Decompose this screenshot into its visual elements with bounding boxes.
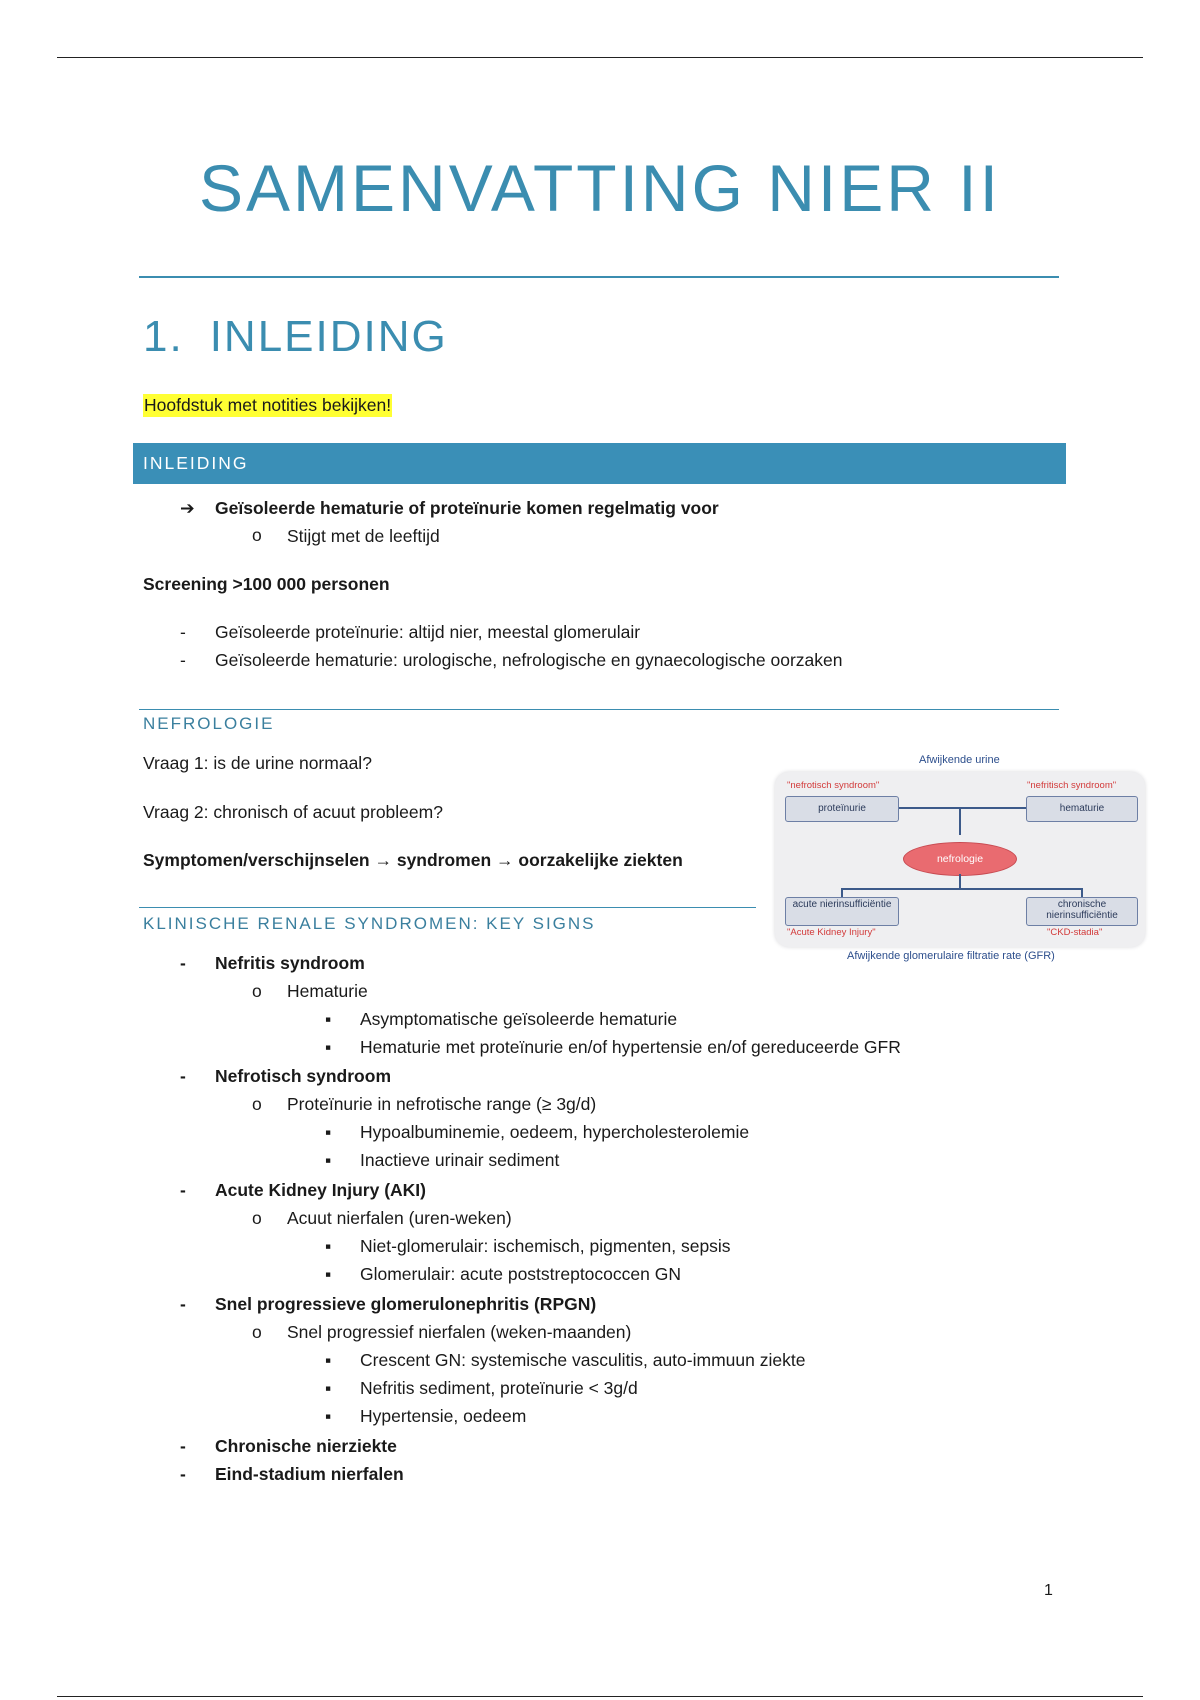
syndrome-bullet: Hypertensie, oedeem — [360, 1406, 527, 1426]
diagram-top-caption: Afwijkende urine — [919, 754, 1000, 766]
syndrome-bullet: Hypoalbuminemie, oedeem, hypercholesterolemie — [360, 1122, 750, 1142]
diagram-box-chronische: chronische nierinsufficiëntie — [1026, 897, 1138, 926]
page-top-rule — [57, 57, 1143, 58]
diagram-red-label-br: "CKD-stadia" — [1047, 927, 1103, 938]
syndrome-bullet: Inactieve urinair sediment — [360, 1150, 560, 1170]
syndrome-title: Eind-stadium nierfalen — [215, 1464, 404, 1484]
circle-bullet-icon: o — [252, 525, 262, 545]
circle-bullet-icon: o — [252, 1094, 262, 1114]
nefrologie-diagram — [775, 750, 1145, 965]
diagram-red-label-tr: "nefritisch syndroom" — [1027, 780, 1117, 791]
square-bullet-icon: ▪ — [325, 1236, 332, 1256]
highlight-note: Hoofdstuk met notities bekijken! — [144, 395, 392, 415]
page-number: 1 — [1044, 1582, 1053, 1599]
section-rule-klinische — [139, 907, 756, 908]
square-bullet-icon: ▪ — [325, 1037, 332, 1057]
dash-bullet-icon: - — [180, 1180, 186, 1200]
syndrome-bullet: Niet-glomerulair: ischemisch, pigmenten, sepsis — [360, 1236, 731, 1256]
diagram-box-hematurie: hematurie — [1026, 796, 1138, 822]
diagram-box-proteinurie: proteïnurie — [785, 796, 899, 822]
diagram-connector — [959, 807, 961, 835]
diagram-bottom-caption: Afwijkende glomerulaire filtratie rate (GFR) — [847, 950, 1055, 962]
syndrome-title: Nefritis syndroom — [215, 953, 365, 973]
dash-bullet-icon: - — [180, 953, 186, 973]
question-2: Vraag 2: chronisch of acuut probleem? — [143, 802, 443, 822]
circle-bullet-icon: o — [252, 1322, 262, 1342]
section-heading-klinische: KLINISCHE RENALE SYNDROMEN: KEY SIGNS — [143, 914, 596, 933]
diagram-box-acute: acute nierinsufficiëntie — [785, 897, 899, 926]
diagram-center-nefrologie: nefrologie — [903, 842, 1017, 876]
arrow-item-text: Geïsoleerde hematurie of proteïnurie komen regelmatig voor — [215, 498, 719, 518]
section-heading-inleiding: INLEIDING — [143, 453, 249, 473]
syndrome-sub: Proteïnurie in nefrotische range (≥ 3g/d) — [287, 1094, 597, 1114]
dash-bullet-icon: - — [180, 622, 186, 642]
title-underline — [139, 276, 1059, 278]
diagram-connector — [897, 807, 1027, 809]
dash-bullet-icon: - — [180, 1436, 186, 1456]
syndrome-bullet: Glomerulair: acute poststreptococcen GN — [360, 1264, 681, 1284]
section-rule-nefrologie — [139, 709, 1059, 710]
dash-bullet-icon: - — [180, 1294, 186, 1314]
chapter-title: INLEIDING — [209, 312, 448, 361]
dash-item-1: Geïsoleerde proteïnurie: altijd nier, meestal glomerulair — [215, 622, 641, 642]
arrow-bullet-icon: ➔ — [180, 498, 195, 518]
flow-text: Symptomen/verschijnselen → syndromen → oorzakelijke ziekten — [143, 850, 683, 870]
dash-bullet-icon: - — [180, 650, 186, 670]
page-bottom-rule — [57, 1696, 1143, 1697]
document-title: SAMENVATTING NIER II — [199, 151, 1001, 225]
dash-item-2: Geïsoleerde hematurie: urologische, nefrologische en gynaecologische oorzaken — [215, 650, 843, 670]
syndrome-title: Chronische nierziekte — [215, 1436, 397, 1456]
syndrome-sub: Hematurie — [287, 981, 368, 1001]
syndrome-bullet: Asymptomatische geïsoleerde hematurie — [360, 1009, 678, 1029]
section-heading-nefrologie: NEFROLOGIE — [143, 714, 275, 733]
circle-bullet-icon: o — [252, 1208, 262, 1228]
screening-text: Screening >100 000 personen — [143, 574, 390, 594]
syndrome-title: Nefrotisch syndroom — [215, 1066, 391, 1086]
chapter-heading — [143, 312, 448, 362]
square-bullet-icon: ▪ — [325, 1378, 332, 1398]
square-bullet-icon: ▪ — [325, 1264, 332, 1284]
dash-bullet-icon: - — [180, 1464, 186, 1484]
syndrome-title: Snel progressieve glomerulonephritis (RPGN) — [215, 1294, 597, 1314]
section-band-inleiding — [133, 443, 1066, 484]
syndrome-bullet: Hematurie met proteïnurie en/of hypertensie en/of gereduceerde GFR — [360, 1037, 901, 1057]
square-bullet-icon: ▪ — [325, 1009, 332, 1029]
square-bullet-icon: ▪ — [325, 1406, 332, 1426]
square-bullet-icon: ▪ — [325, 1350, 332, 1370]
syndrome-sub: Acuut nierfalen (uren-weken) — [287, 1208, 512, 1228]
syndrome-sub: Snel progressief nierfalen (weken-maanden) — [287, 1322, 632, 1342]
dash-bullet-icon: - — [180, 1066, 186, 1086]
chapter-number: 1. — [143, 312, 184, 361]
syndrome-bullet: Nefritis sediment, proteïnurie < 3g/d — [360, 1378, 638, 1398]
diagram-connector — [841, 888, 1081, 890]
question-1: Vraag 1: is de urine normaal? — [143, 753, 372, 773]
diagram-red-label-tl: "nefrotisch syndroom" — [787, 780, 880, 791]
syndrome-title: Acute Kidney Injury (AKI) — [215, 1180, 426, 1200]
circle-bullet-icon: o — [252, 981, 262, 1001]
square-bullet-icon: ▪ — [325, 1150, 332, 1170]
syndrome-bullet: Crescent GN: systemische vasculitis, auto-immuun ziekte — [360, 1350, 806, 1370]
square-bullet-icon: ▪ — [325, 1122, 332, 1142]
diagram-red-label-bl: "Acute Kidney Injury" — [787, 927, 876, 938]
arrow-sub-text: Stijgt met de leeftijd — [287, 526, 440, 546]
